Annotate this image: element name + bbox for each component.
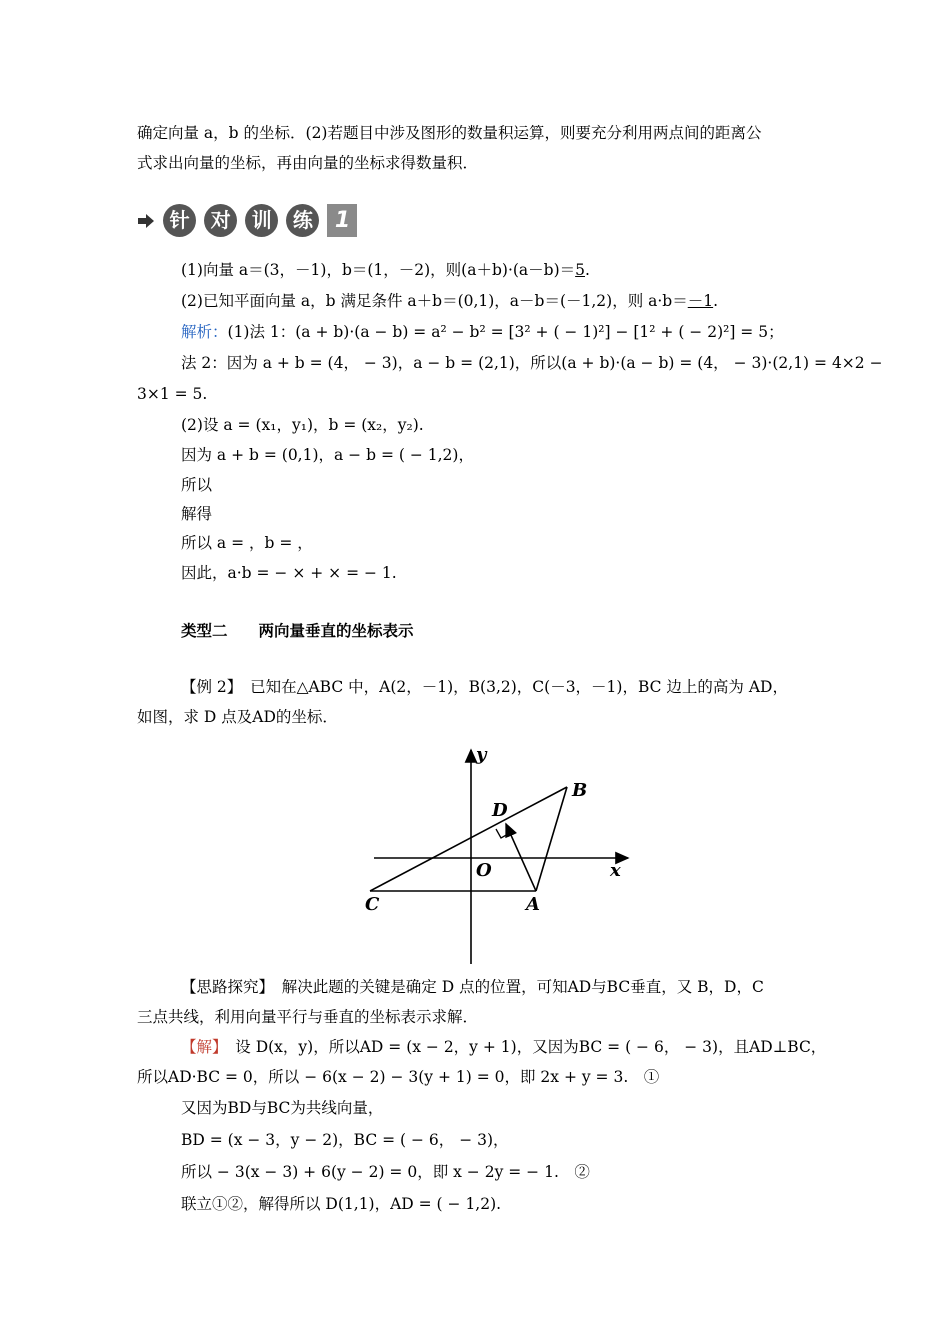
- solve-line-1: 【解】 设 D(x，y)，所以AD = (x − 2，y + 1)，又因为BC = ( − 6， − 3)，且AD⊥BC，: [181, 1038, 827, 1056]
- solution-line-5: 因为 a + b = (0,1)，a − b = ( − 1,2)，: [181, 446, 474, 464]
- solution-label: 【解】: [181, 1038, 220, 1056]
- label-d: D: [492, 800, 508, 821]
- side-cb: [370, 787, 567, 891]
- solution-line-8: 所以 a = ，b = ，: [181, 534, 313, 552]
- solve-line-4: BD = (x − 3，y − 2)，BC = ( − 6， − 3)，: [181, 1131, 509, 1149]
- label-c: C: [365, 894, 380, 915]
- practice-banner: [137, 204, 357, 240]
- solve-line-3: 又因为BD与BC为共线向量，: [181, 1099, 384, 1117]
- thinking-label: 【思路探究】: [181, 978, 267, 996]
- example-line-1: 【例 2】 已知在△ABC 中，A(2，－1)，B(3,2)，C(－3，－1)，BC 边上的高为 AD，: [181, 678, 788, 696]
- example-line-2: 如图，求 D 点及AD的坐标．: [137, 708, 338, 726]
- side-ba: [536, 787, 567, 891]
- q2-answer: －1: [687, 292, 714, 310]
- solution-line-2: 法 2：因为 a + b = (4， − 3)，a − b = (2,1)，所以(a + b)·(a − b) = (4， − 3)·(2,1) = 4×2 −: [181, 354, 883, 372]
- banner-number: 1: [327, 204, 357, 237]
- banner-char-2: 对: [204, 204, 237, 237]
- solve-line-6: 联立①②，解得所以 D(1,1)，AD = ( − 1,2).: [181, 1195, 502, 1213]
- solution-line-9: 因此，a·b = − × + × = − 1.: [181, 564, 397, 582]
- label-x: x: [610, 860, 621, 881]
- solution-line-7: 解得: [181, 505, 213, 523]
- label-b: B: [572, 780, 588, 801]
- solution-line-4: (2)设 a = (x₁，y₁)，b = (x₂，y₂).: [181, 416, 424, 434]
- analysis-label: 解析：: [181, 323, 228, 341]
- thinking-line-2: 三点共线，利用向量平行与垂直的坐标表示求解．: [137, 1008, 479, 1026]
- intro-line-1: 确定向量 a，b 的坐标．(2)若题目中涉及图形的数量积运算，则要充分利用两点间的距离公: [137, 124, 762, 142]
- label-o: O: [476, 860, 492, 881]
- practice-q2: (2)已知平面向量 a，b 满足条件 a＋b＝(0,1)，a－b＝(－1,2)，则 a·b＝－1.: [181, 292, 719, 310]
- banner-char-1: 针: [163, 204, 196, 237]
- intro-line-2: 式求出向量的坐标，再由向量的坐标求得数量积．: [137, 154, 479, 172]
- q1-answer: 5: [575, 261, 585, 279]
- thinking-line-1: 【思路探究】 解决此题的关键是确定 D 点的位置，可知AD与BC垂直，又 B，D，C: [181, 978, 764, 996]
- solution-line-3: 3×1 = 5.: [137, 385, 208, 403]
- solution-line-6: 所以: [181, 476, 213, 494]
- solution-line-1: 解析：(1)法 1：(a + b)·(a − b) = a² − b² = [3² + ( − 1)²] − [1² + ( − 2)²] = 5；: [181, 323, 784, 341]
- practice-q1: (1)向量 a＝(3，－1)，b＝(1，－2)，则(a＋b)·(a－b)＝5.: [181, 261, 590, 279]
- solve-line-2: 所以AD·BC = 0，所以 − 6(x − 2) − 3(y + 1) = 0，即 2x + y = 3. ①: [137, 1068, 660, 1086]
- section-heading: 类型二 两向量垂直的坐标表示: [181, 622, 414, 640]
- solve-line-5: 所以 − 3(x − 3) + 6(y − 2) = 0，即 x − 2y = − 1. ②: [181, 1163, 590, 1181]
- banner-char-3: 训: [245, 204, 278, 237]
- example-label: 【例 2】: [181, 678, 235, 696]
- triangle-figure: [360, 740, 640, 966]
- label-a: A: [526, 894, 540, 915]
- label-y: y: [476, 744, 487, 765]
- right-angle-mark: [496, 829, 510, 838]
- banner-char-4: 练: [286, 204, 319, 237]
- arrow-right-icon: [137, 212, 155, 234]
